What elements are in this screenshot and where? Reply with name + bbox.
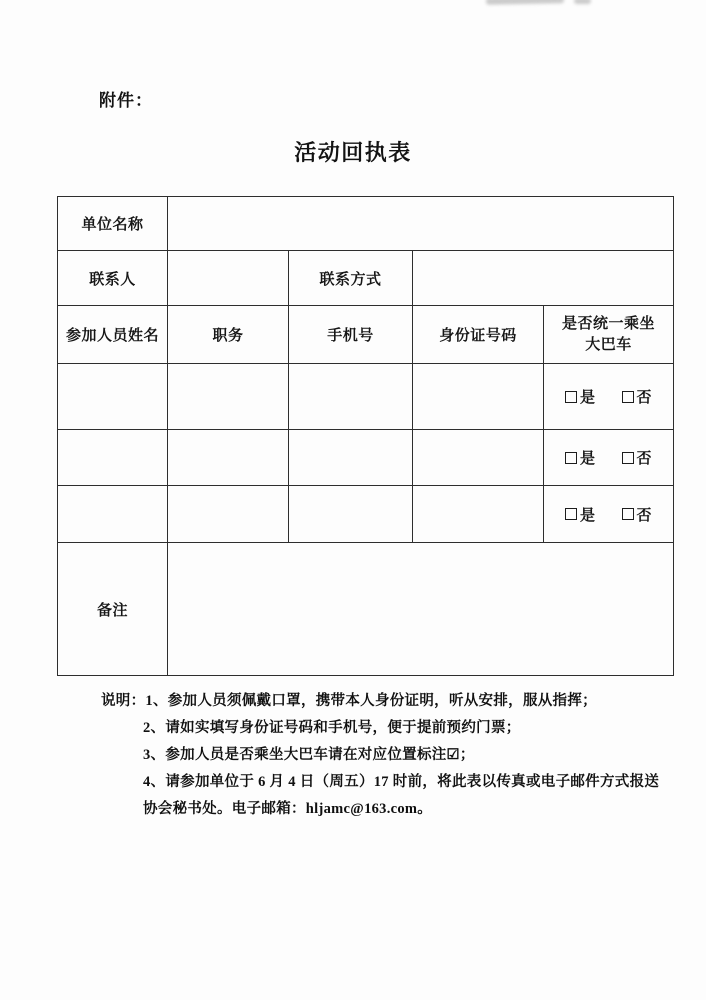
bus-yes-option [565,504,596,525]
contact-method-label: 联系方式 [289,251,413,306]
bus-header-line2: 大巴车 [585,336,632,353]
contact-person-label: 联系人 [58,251,168,306]
note-item-4-continued: 协会秘书处。电子邮箱：hljamc@163.com。 [143,801,433,817]
participant-name-cell [58,430,168,486]
checkbox-icon [622,452,634,464]
position-cell [168,430,289,486]
bus-no-label: 否 [636,451,653,467]
id-number-cell [413,430,544,486]
id-number-header: 身份证号码 [413,306,544,364]
bus-yes-label: 是 [579,451,596,467]
unit-name-label: 单位名称 [58,197,168,251]
participant-name-cell [58,364,168,430]
notes-block [101,688,660,823]
scan-artifact [574,0,591,4]
checkbox-icon [565,452,577,464]
position-cell [168,364,289,430]
bus-yes-option [565,386,596,407]
note-item-4: 4、请参加单位于 6 月 4 日（周五）17 时前，将此表以传真或电子邮件方式报送 [143,774,660,790]
mobile-header: 手机号 [289,306,413,364]
contact-row [58,251,674,306]
remarks-value-cell [168,543,674,676]
position-header: 职务 [168,306,289,364]
reply-form-table [57,196,674,676]
remarks-label: 备注 [58,543,168,676]
participant-name-header: 参加人员姓名 [58,306,168,364]
notes-label: 说明： [101,693,146,709]
bus-no-option [622,386,653,407]
remarks-row [58,543,674,676]
unit-name-value-cell [168,197,674,251]
contact-method-value-cell [413,251,674,306]
scan-artifact [486,0,564,5]
header-row [58,306,674,364]
id-number-cell [413,486,544,543]
bus-no-option [622,504,653,525]
participant-row [58,430,674,486]
contact-person-value-cell [168,251,289,306]
note-item-3: 3、参加人员是否乘坐大巴车请在对应位置标注☑； [143,747,475,763]
mobile-cell [289,430,413,486]
bus-no-label: 否 [636,390,653,406]
bus-choice-cell [544,364,674,430]
note-item-2: 2、请如实填写身份证号码和手机号，便于提前预约门票； [143,720,521,736]
bus-choice-cell [544,430,674,486]
participant-row [58,364,674,430]
bus-yes-label: 是 [579,390,596,406]
document-title: 活动回执表 [294,140,412,165]
checkbox-icon [622,508,634,520]
bus-header [544,306,674,364]
bus-choice-cell [544,486,674,543]
unit-name-row [58,197,674,251]
participant-name-cell [58,486,168,543]
position-cell [168,486,289,543]
note-line [101,688,657,715]
mobile-cell [289,486,413,543]
id-number-cell [413,364,544,430]
bus-yes-option [565,447,596,468]
bus-no-label: 否 [636,507,653,524]
bus-yes-label: 是 [579,507,596,524]
bus-no-option [622,447,653,468]
bus-header-line1: 是否统一乘坐 [561,315,655,332]
checkbox-icon [565,508,577,520]
participant-row [58,486,674,543]
mobile-cell [289,364,413,430]
checkbox-icon [622,391,634,403]
checkbox-icon [565,391,577,403]
note-item-1: 1、参加人员须佩戴口罩，携带本人身份证明，听从安排，服从指挥； [145,693,597,709]
attachment-label: 附件： [99,91,153,110]
